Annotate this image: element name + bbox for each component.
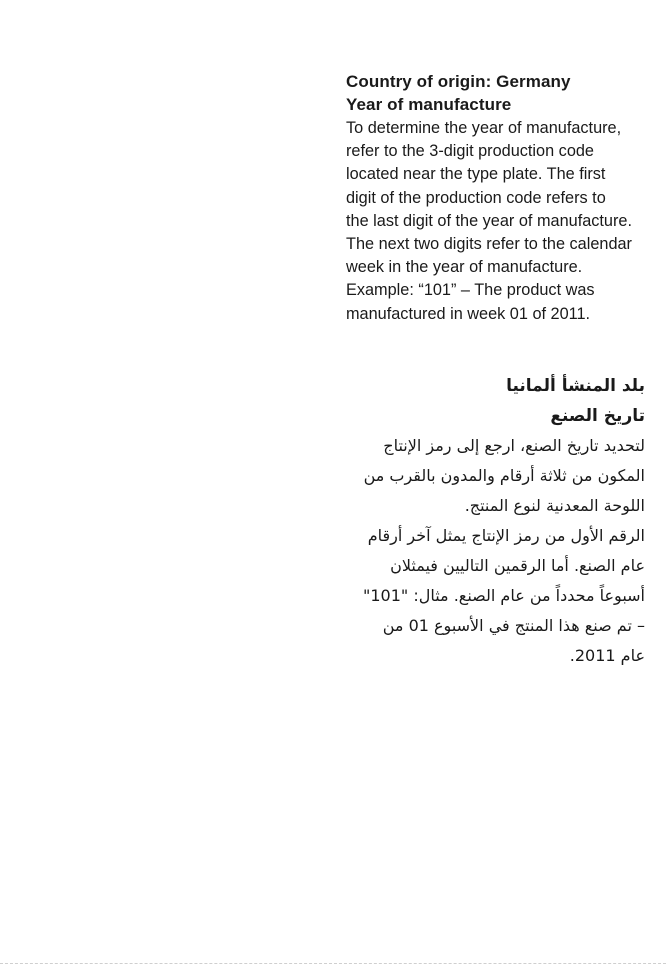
- arabic-paragraph-line: عام 2011.: [569, 646, 645, 665]
- page-bottom-divider: [0, 963, 666, 964]
- arabic-paragraph-line: لتحديد تاريخ الصنع، ارجع إلى رمز الإنتاج: [383, 436, 645, 455]
- arabic-paragraph-line: اللوحة المعدنية لنوع المنتج.: [464, 496, 645, 515]
- arabic-year-of-manufacture-heading: تاريخ الصنع: [550, 406, 645, 426]
- year-of-manufacture-heading: Year of manufacture: [346, 95, 512, 114]
- paragraph-line: The next two digits refer to the calendar: [346, 235, 632, 254]
- country-of-origin-heading: Country of origin: Germany: [346, 72, 571, 91]
- paragraph-line: To determine the year of manufacture,: [346, 119, 622, 137]
- arabic-paragraph-line: عام الصنع. أما الرقمين التاليين فيمثلان: [390, 556, 645, 575]
- arabic-paragraph-line: الرقم الأول من رمز الإنتاج يمثل آخر أرقام: [367, 526, 645, 545]
- paragraph-line: the last digit of the year of manufacture.: [346, 211, 632, 230]
- english-section: [346, 70, 662, 326]
- arabic-year-of-manufacture-paragraph: [330, 431, 645, 671]
- year-of-manufacture-paragraph: [346, 117, 662, 326]
- paragraph-line: refer to the 3-digit production code: [346, 142, 594, 161]
- paragraph-line: located near the type plate. The first: [346, 165, 606, 184]
- arabic-paragraph-line: المكون من ثلاثة أرقام والمدون بالقرب من: [363, 466, 645, 485]
- arabic-section: [330, 371, 645, 671]
- paragraph-line: week in the year of manufacture.: [346, 258, 583, 277]
- paragraph-line: Example: “101” – The product was: [346, 281, 595, 300]
- paragraph-line: manufactured in week 01 of 2011.: [346, 304, 591, 323]
- paragraph-line: digit of the production code refers to: [346, 188, 606, 207]
- arabic-country-of-origin-heading: بلد المنشأ ألمانيا: [506, 376, 645, 396]
- arabic-paragraph-line: – تم صنع هذا المنتج في الأسبوع 01 من: [382, 616, 645, 635]
- arabic-paragraph-line: أسبوعاً محدداً من عام الصنع. مثال: "101": [362, 586, 645, 605]
